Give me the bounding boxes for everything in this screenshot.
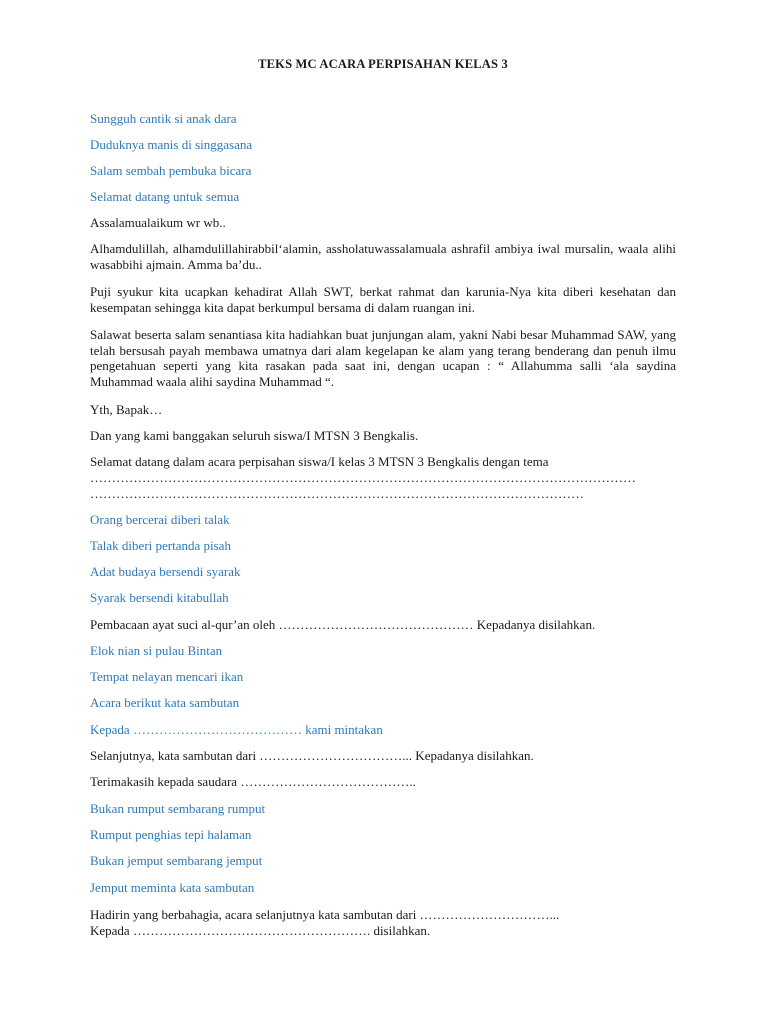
greeting-paragraph: Assalamualaikum wr wb.. (90, 215, 226, 230)
gratitude-paragraph: Puji syukur kita ucapkan kehadirat Allah SWT, berkat rahmat dan karunia-Nya kita diberi kesehatan dan kesempatan sehingga kita dapat berkumpul bersama di dalam ruangan ini. (90, 284, 676, 315)
students-paragraph: Dan yang kami banggakan seluruh siswa/I MTSN 3 Bengkalis. (90, 428, 419, 443)
pantun-line-8: Syarak bersendi kitabullah (90, 590, 229, 605)
pantun-line-4: Selamat datang untuk semua (90, 189, 240, 204)
pantun-line-16: Jemput meminta kata sambutan (90, 880, 255, 895)
pantun-line-3: Salam sembah pembuka bicara (90, 163, 252, 178)
pantun-line-13: Bukan rumput sembarang rumput (90, 801, 266, 816)
pantun-line-2: Duduknya manis di singgasana (90, 137, 253, 152)
next-speech-line-2: Kepada ………………………………………………. disilahkan. (90, 923, 431, 938)
salawat-paragraph: Salawat beserta salam senantiasa kita hadiahkan buat junjungan alam, yakni Nabi besar Muhammad SAW, yang telah bersusah payah membawa umatnya dari alam kegelapan ke alam yang terang benderang dan penuh ilmu pengetahuan seperti yang kita rasakan pada saat ini, dengan ucapan : “ Allahumma salli ‘ala saydina Muhammad waala alihi saydina Muhammad “. (90, 327, 676, 389)
pantun-line-5: Orang bercerai diberi talak (90, 512, 230, 527)
speech-invitation-paragraph: Selanjutnya, kata sambutan dari ……………………………... Kepadanya disilahkan. (90, 748, 534, 763)
pantun-line-14: Rumput penghias tepi halaman (90, 827, 252, 842)
pantun-line-12: Kepada ………………………………… kami mintakan (90, 722, 383, 737)
pantun-line-10: Tempat nelayan mencari ikan (90, 669, 244, 684)
theme-blank-line-1: ……………………………………………………………………………………………………………… (90, 470, 636, 485)
pantun-line-15: Bukan jemput sembarang jemput (90, 853, 263, 868)
pantun-line-9: Elok nian si pulau Bintan (90, 643, 223, 658)
quran-reading-paragraph: Pembacaan ayat suci al-qur’an oleh ……………………………………… Kepadanya disilahkan. (90, 617, 596, 632)
honorific-paragraph: Yth, Bapak… (90, 402, 163, 417)
welcome-theme-paragraph: Selamat datang dalam acara perpisahan siswa/I kelas 3 MTSN 3 Bengkalis dengan tema (90, 454, 549, 469)
pantun-line-1: Sungguh cantik si anak dara (90, 111, 237, 126)
opening-prayer-paragraph: Alhamdulillah, alhamdulillahirabbil‘alamin, assholatuwassalamuala ashrafil ambiya iwal mursalin, waala alihi wasabbihi ajmain. Amma ba’du.. (90, 241, 676, 272)
theme-blank-line-2: …………………………………………………………………………………………………… (90, 486, 584, 501)
document-title: TEKS MC ACARA PERPISAHAN KELAS 3 (258, 57, 508, 71)
pantun-line-11: Acara berikut kata sambutan (90, 695, 240, 710)
next-speech-line-1: Hadirin yang berbahagia, acara selanjutnya kata sambutan dari …………………………... (90, 907, 560, 922)
pantun-line-7: Adat budaya bersendi syarak (90, 564, 241, 579)
thanks-paragraph: Terimakasih kepada saudara ………………………………….. (90, 774, 416, 789)
pantun-line-6: Talak diberi pertanda pisah (90, 538, 231, 553)
